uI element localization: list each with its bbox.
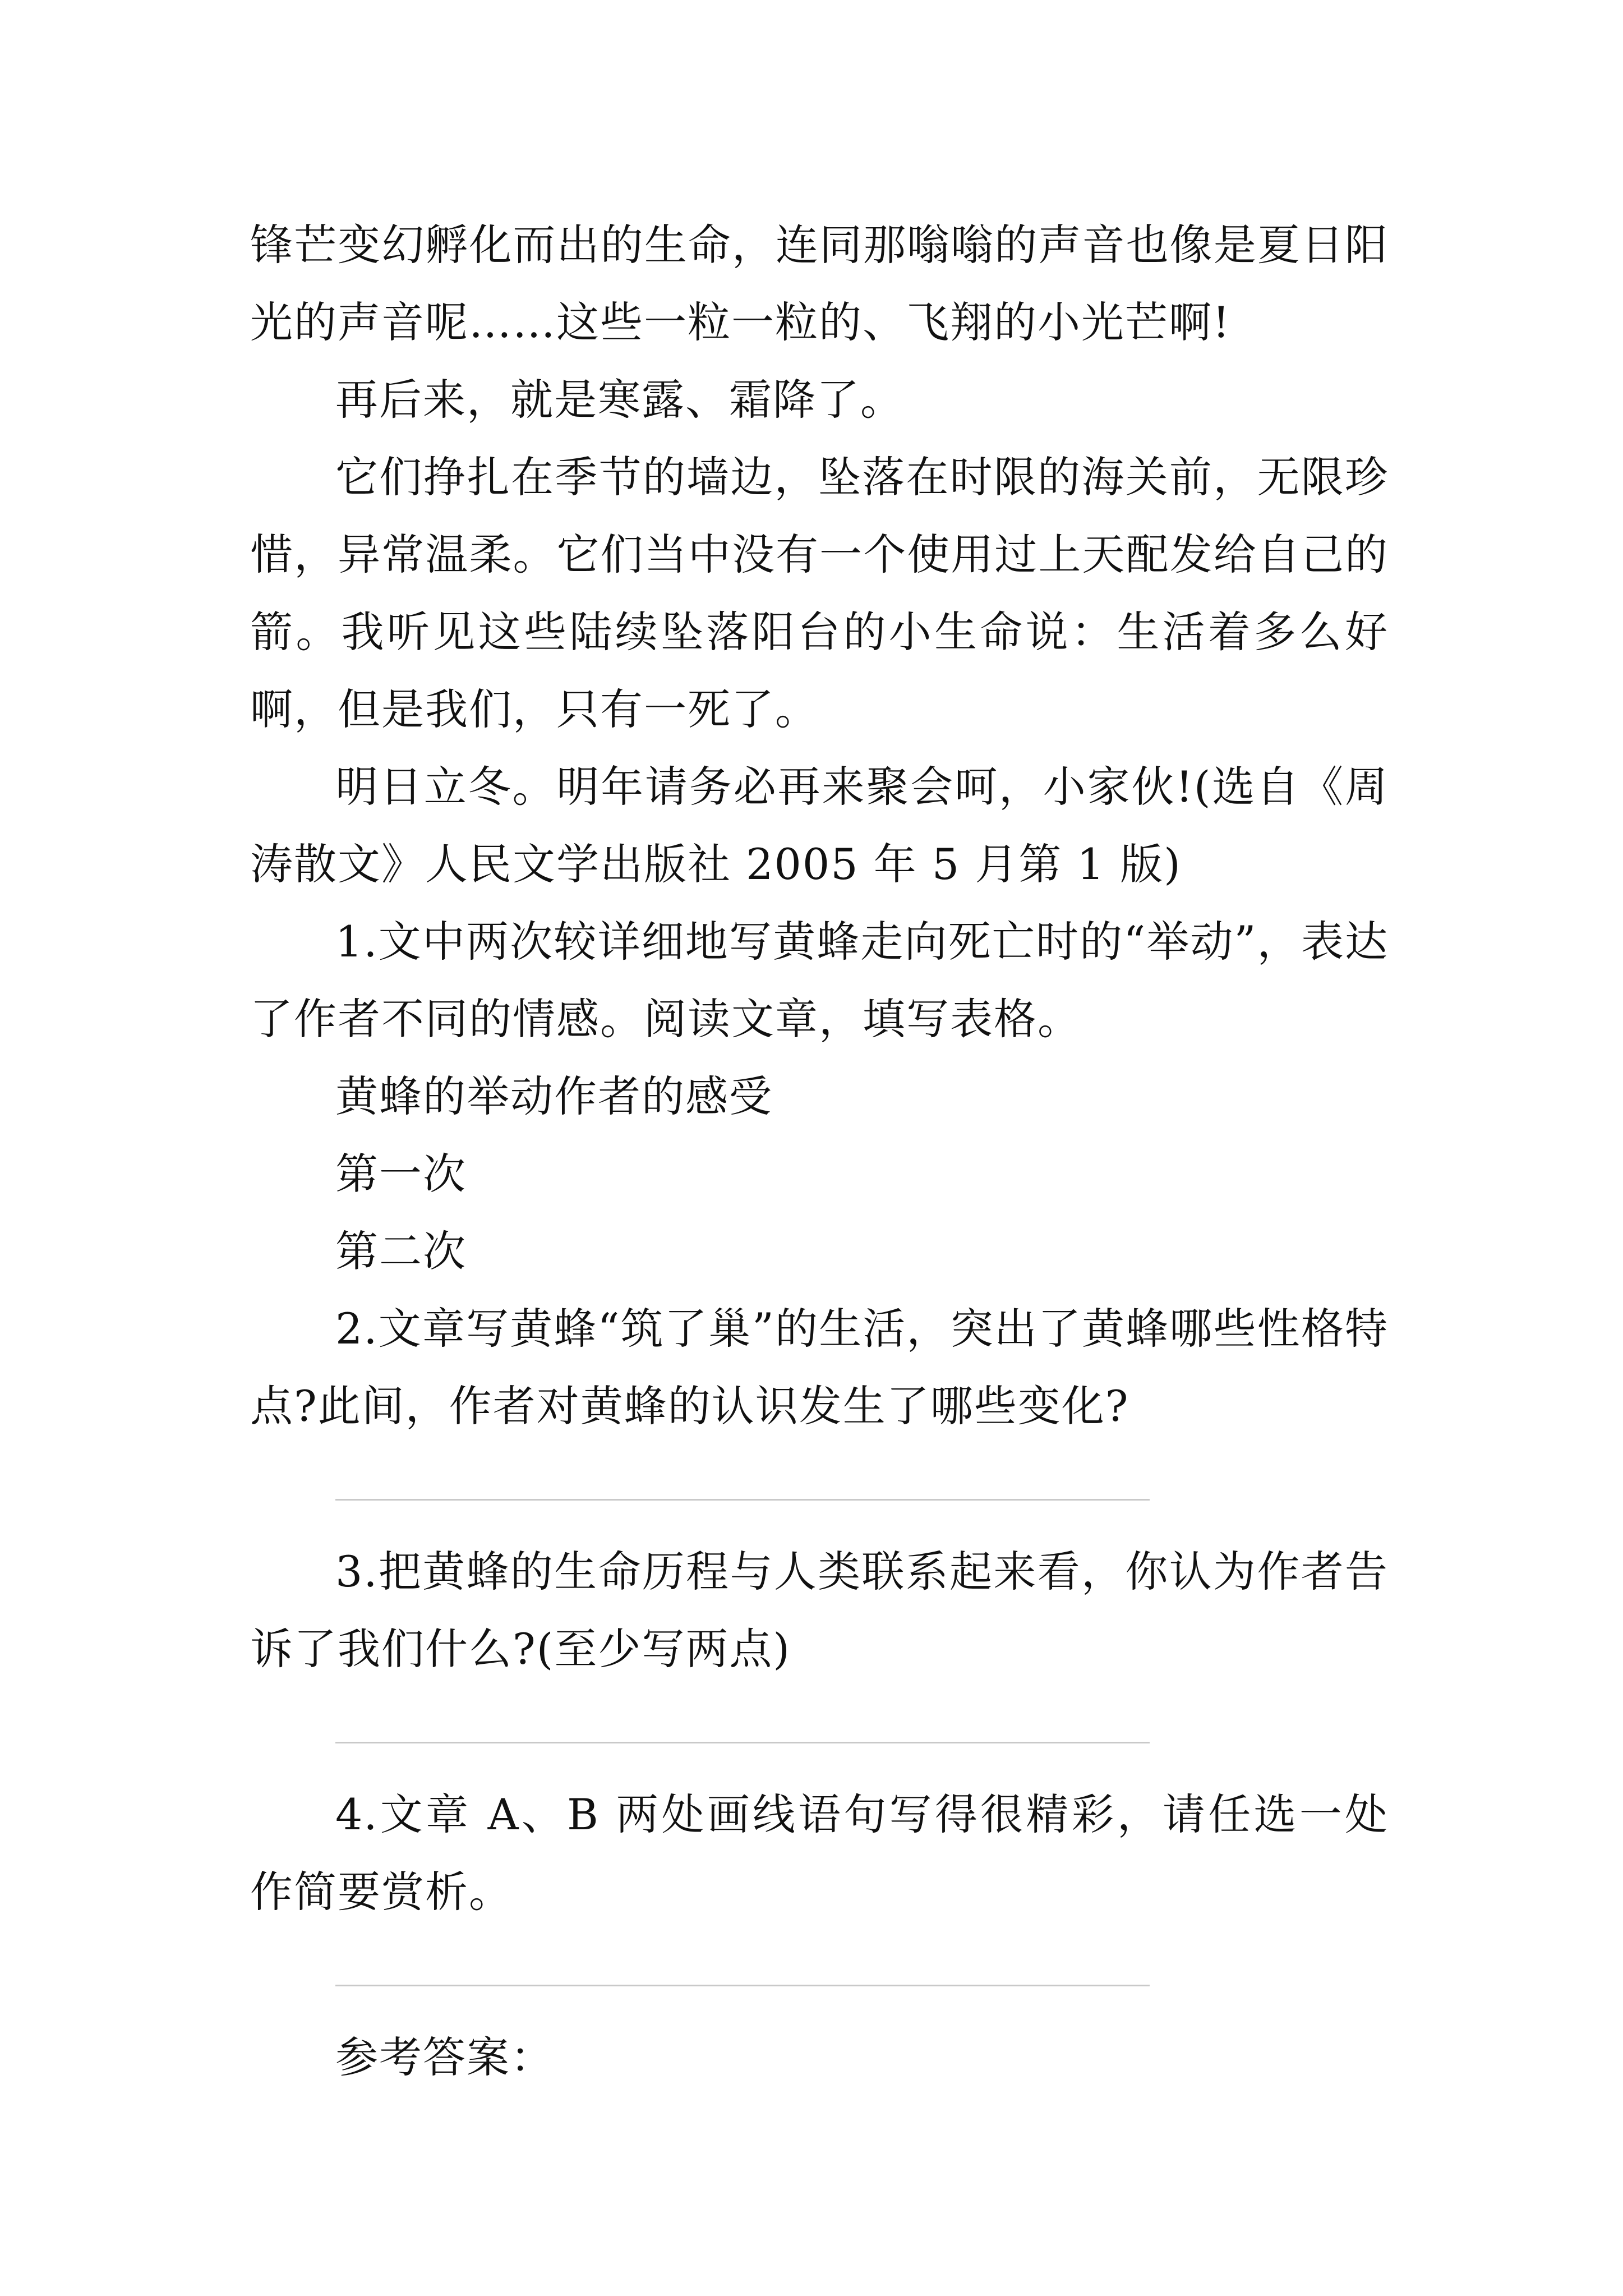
table-header: 黄蜂的举动作者的感受 (335, 1071, 773, 1121)
table-row-second: 第二次 (335, 1226, 467, 1276)
document-body (250, 206, 1389, 2096)
question-3: 3.把黄蜂的生命历程与人类联系起来看，你认为作者告诉了我们什么?(至少写两点) (250, 1547, 1389, 1674)
paragraph-struggle: 它们挣扎在季节的墙边，坠落在时限的海关前，无限珍惜，异常温柔。它们当中没有一个使用过上天配发给自己的箭。我听见这些陆续坠落阳台的小生命说：生活着多么好啊，但是我们，只有一死了。 (250, 452, 1389, 734)
question-4: 4.文章 A、B 两处画线语句写得很精彩，请任选一处作简要赏析。 (250, 1789, 1389, 1917)
answer-heading: 参考答案： (335, 2032, 554, 2082)
table-row-first: 第一次 (335, 1149, 467, 1199)
question-1: 1.文中两次较详细地写黄蜂走向死亡时的“举动”，表达了作者不同的情感。阅读文章，填写表格。 (250, 917, 1389, 1044)
answer-table (250, 1058, 1389, 1290)
paragraph-continued: 锋芒变幻孵化而出的生命，连同那嗡嗡的声音也像是夏日阳光的声音呢……这些一粒一粒的、飞翔的小光芒啊! (250, 220, 1389, 347)
paragraph-frost: 再后来，就是寒露、霜降了。 (335, 375, 904, 425)
paragraph-source: 明日立冬。明年请务必再来聚会呵，小家伙!(选自《周涛散文》人民文学出版社 2005 年 5 月第 1 版) (250, 762, 1389, 889)
question-2: 2.文章写黄蜂“筑了巢”的生活，突出了黄蜂哪些性格特点?此间，作者对黄蜂的认识发生了哪些变化? (250, 1304, 1389, 1431)
